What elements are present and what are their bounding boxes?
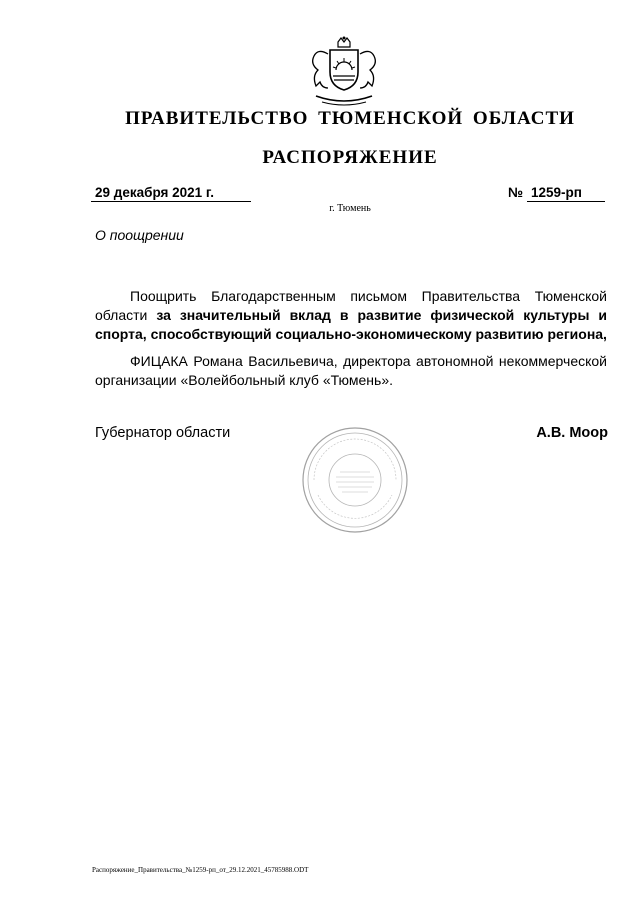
paragraph-1-normal: Поощрить Благодарственным письмом Правительства Тюменской области xyxy=(95,288,607,323)
number-sign: № xyxy=(508,185,524,200)
document-subject: О поощрении xyxy=(95,227,184,243)
official-seal-icon xyxy=(300,425,410,535)
document-body xyxy=(95,287,607,398)
paragraph-1-bold: за значительный вклад в развитие физической культуры и спорта, способствующий социально-экономическому развитию региона, xyxy=(95,307,607,342)
file-footer: Распоряжение_Правительства_№1259-рп_от_29.12.2021_45785988.ODT xyxy=(92,866,309,874)
coat-of-arms-icon xyxy=(300,36,388,108)
government-title: ПРАВИТЕЛЬСТВО ТЮМЕНСКОЙ ОБЛАСТИ xyxy=(125,108,575,129)
signer-title: Губернатор области xyxy=(95,425,231,441)
paragraph-2: ФИЦАКА Романа Васильевича, директора автономной некоммерческой организации «Волейбольный клуб «Тюмень». xyxy=(95,353,607,388)
document-date: 29 декабря 2021 г. xyxy=(91,185,251,202)
document-type: РАСПОРЯЖЕНИЕ xyxy=(262,147,438,168)
paragraph-1 xyxy=(95,287,607,344)
signer-name: А.В. Моор xyxy=(536,425,608,441)
document-number: 1259-рп xyxy=(527,185,605,202)
city-label: г. Тюмень xyxy=(329,203,371,214)
